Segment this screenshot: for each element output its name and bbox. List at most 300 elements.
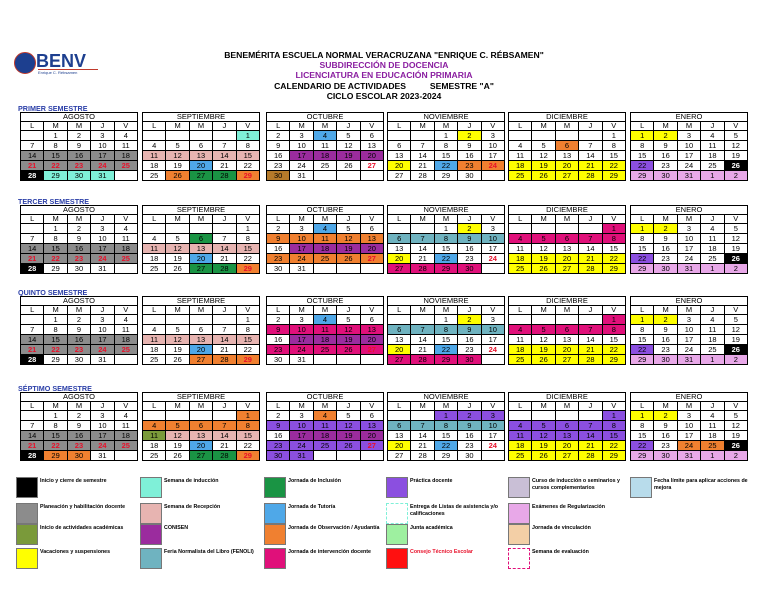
legend-swatch — [508, 477, 530, 498]
day-cell: 23 — [458, 441, 481, 451]
day-cell — [509, 224, 532, 234]
day-cell: 20 — [555, 441, 578, 451]
legend-swatch — [630, 477, 652, 498]
day-cell: 11 — [114, 234, 137, 244]
day-cell: 5 — [337, 315, 360, 325]
day-cell: 8 — [434, 141, 457, 151]
legend-label: Inicio de actividades académicas — [40, 525, 124, 531]
day-cell — [360, 451, 383, 461]
month-table — [20, 296, 138, 365]
day-cell: 19 — [724, 335, 747, 345]
weekday-label: J — [579, 122, 602, 131]
day-cell: 29 — [602, 355, 625, 365]
legend-swatch — [140, 477, 162, 498]
day-cell: 2 — [267, 315, 290, 325]
legend-item — [264, 548, 388, 570]
legend-item — [140, 548, 264, 570]
legend-label: Semana de inducción — [164, 478, 219, 484]
day-cell: 11 — [701, 234, 724, 244]
month-name: ENERO — [631, 297, 748, 306]
day-cell: 9 — [458, 234, 481, 244]
day-cell: 19 — [166, 161, 189, 171]
day-cell — [509, 315, 532, 325]
month-name: OCTUBRE — [267, 297, 384, 306]
weekday-label: M — [44, 306, 67, 315]
day-cell: 21 — [411, 161, 434, 171]
day-cell — [213, 315, 236, 325]
day-cell: 16 — [458, 335, 481, 345]
day-cell: 4 — [701, 131, 724, 141]
legend-label: Jornada de Inclusión — [288, 478, 341, 484]
day-cell: 1 — [236, 411, 259, 421]
day-cell: 24 — [290, 345, 313, 355]
day-cell: 24 — [481, 254, 504, 264]
legend-item — [264, 477, 388, 499]
day-cell: 23 — [654, 345, 677, 355]
month-table — [508, 112, 626, 181]
day-cell: 29 — [434, 264, 457, 274]
month-table — [630, 205, 748, 274]
day-cell: 13 — [388, 431, 411, 441]
day-cell: 19 — [532, 161, 555, 171]
day-cell: 24 — [677, 441, 700, 451]
day-cell: 10 — [677, 234, 700, 244]
day-cell: 26 — [337, 441, 360, 451]
day-cell: 9 — [267, 234, 290, 244]
day-cell — [411, 411, 434, 421]
weekday-label: J — [91, 215, 114, 224]
legend-item — [508, 548, 632, 570]
day-cell: 24 — [677, 254, 700, 264]
day-cell: 16 — [654, 431, 677, 441]
day-cell: 16 — [67, 335, 90, 345]
day-cell: 20 — [555, 254, 578, 264]
month-table — [630, 112, 748, 181]
month-table — [508, 392, 626, 461]
weekday-label: V — [114, 402, 137, 411]
day-cell: 17 — [91, 244, 114, 254]
month-name: DICIEMBRE — [509, 297, 626, 306]
day-cell: 13 — [555, 244, 578, 254]
day-cell: 27 — [360, 441, 383, 451]
day-cell: 21 — [213, 345, 236, 355]
weekday-label: J — [337, 402, 360, 411]
weekday-label: V — [724, 402, 747, 411]
day-cell — [21, 411, 44, 421]
day-cell — [579, 224, 602, 234]
day-cell: 12 — [532, 335, 555, 345]
day-cell — [189, 131, 212, 141]
day-cell — [360, 355, 383, 365]
day-cell: 1 — [631, 315, 654, 325]
day-cell: 15 — [434, 335, 457, 345]
day-cell: 22 — [236, 345, 259, 355]
day-cell: 18 — [509, 161, 532, 171]
day-cell: 23 — [267, 254, 290, 264]
day-cell: 13 — [388, 335, 411, 345]
day-cell: 16 — [458, 431, 481, 441]
legend-swatch — [508, 503, 530, 524]
weekday-label: M — [44, 215, 67, 224]
day-cell — [114, 264, 137, 274]
weekday-label: V — [360, 306, 383, 315]
day-cell: 3 — [481, 131, 504, 141]
day-cell: 1 — [236, 315, 259, 325]
day-cell: 25 — [143, 171, 166, 181]
day-cell — [313, 171, 336, 181]
day-cell: 14 — [579, 431, 602, 441]
day-cell — [579, 315, 602, 325]
day-cell: 8 — [631, 325, 654, 335]
day-cell: 7 — [411, 325, 434, 335]
day-cell: 9 — [458, 141, 481, 151]
day-cell: 13 — [189, 151, 212, 161]
day-cell: 30 — [267, 171, 290, 181]
day-cell: 6 — [555, 141, 578, 151]
day-cell: 28 — [579, 451, 602, 461]
day-cell: 29 — [602, 264, 625, 274]
weekday-label: L — [267, 306, 290, 315]
weekday-label: M — [189, 402, 212, 411]
weekday-label: J — [91, 122, 114, 131]
day-cell: 6 — [189, 421, 212, 431]
day-cell: 26 — [532, 451, 555, 461]
weekday-label: M — [555, 215, 578, 224]
weekday-label: V — [724, 122, 747, 131]
day-cell: 21 — [579, 345, 602, 355]
day-cell: 25 — [701, 161, 724, 171]
day-cell: 27 — [189, 264, 212, 274]
day-cell: 18 — [143, 441, 166, 451]
weekday-label: L — [509, 402, 532, 411]
day-cell: 26 — [166, 264, 189, 274]
day-cell: 20 — [189, 441, 212, 451]
day-cell: 19 — [166, 441, 189, 451]
day-cell — [313, 264, 336, 274]
day-cell: 28 — [411, 264, 434, 274]
day-cell: 11 — [313, 234, 336, 244]
day-cell: 12 — [166, 151, 189, 161]
day-cell: 30 — [458, 264, 481, 274]
day-cell: 11 — [509, 335, 532, 345]
day-cell: 7 — [21, 141, 44, 151]
day-cell: 20 — [189, 254, 212, 264]
month-name: NOVIEMBRE — [388, 297, 505, 306]
day-cell: 26 — [724, 254, 747, 264]
legend-item — [508, 503, 632, 525]
day-cell: 5 — [532, 421, 555, 431]
day-cell — [532, 131, 555, 141]
day-cell: 17 — [677, 431, 700, 441]
day-cell: 17 — [91, 151, 114, 161]
day-cell: 30 — [654, 355, 677, 365]
day-cell: 31 — [677, 171, 700, 181]
day-cell: 13 — [360, 141, 383, 151]
day-cell: 25 — [701, 441, 724, 451]
month-name: OCTUBRE — [267, 393, 384, 402]
legend-swatch — [386, 524, 408, 545]
legend-item — [386, 548, 510, 570]
day-cell: 1 — [701, 355, 724, 365]
day-cell — [555, 411, 578, 421]
weekday-label: M — [654, 122, 677, 131]
day-cell: 8 — [236, 141, 259, 151]
day-cell: 28 — [213, 171, 236, 181]
day-cell — [360, 264, 383, 274]
day-cell: 12 — [532, 244, 555, 254]
day-cell: 22 — [434, 345, 457, 355]
day-cell — [555, 224, 578, 234]
day-cell: 22 — [602, 254, 625, 264]
legend-item — [264, 503, 388, 525]
day-cell: 20 — [360, 244, 383, 254]
day-cell: 24 — [481, 161, 504, 171]
day-cell: 4 — [701, 411, 724, 421]
day-cell: 26 — [337, 161, 360, 171]
day-cell — [579, 411, 602, 421]
day-cell: 4 — [143, 234, 166, 244]
weekday-label: M — [677, 306, 700, 315]
day-cell: 10 — [91, 141, 114, 151]
day-cell: 26 — [166, 451, 189, 461]
weekday-label: M — [555, 122, 578, 131]
day-cell: 14 — [213, 244, 236, 254]
day-cell — [411, 315, 434, 325]
day-cell: 28 — [411, 171, 434, 181]
day-cell: 12 — [532, 431, 555, 441]
day-cell: 1 — [602, 315, 625, 325]
weekday-label: M — [67, 306, 90, 315]
weekday-label: J — [337, 122, 360, 131]
weekday-label: L — [21, 122, 44, 131]
day-cell: 22 — [434, 254, 457, 264]
weekday-label: L — [388, 402, 411, 411]
weekday-label: L — [388, 306, 411, 315]
day-cell: 23 — [654, 254, 677, 264]
day-cell: 27 — [360, 254, 383, 264]
day-cell: 17 — [677, 244, 700, 254]
day-cell: 8 — [44, 325, 67, 335]
day-cell — [166, 411, 189, 421]
day-cell — [360, 171, 383, 181]
weekday-label: L — [631, 402, 654, 411]
day-cell — [213, 411, 236, 421]
day-cell: 12 — [724, 421, 747, 431]
weekday-label: J — [458, 215, 481, 224]
day-cell: 4 — [114, 315, 137, 325]
day-cell: 27 — [388, 264, 411, 274]
document-header — [0, 0, 768, 110]
day-cell: 29 — [236, 451, 259, 461]
legend-label: Jornada de intervención docente — [288, 549, 372, 555]
day-cell: 16 — [654, 244, 677, 254]
day-cell: 13 — [360, 421, 383, 431]
weekday-label: L — [143, 122, 166, 131]
weekday-label: J — [579, 306, 602, 315]
day-cell: 23 — [267, 161, 290, 171]
day-cell: 22 — [236, 161, 259, 171]
day-cell: 5 — [166, 234, 189, 244]
month-name: ENERO — [631, 113, 748, 122]
day-cell: 22 — [44, 345, 67, 355]
day-cell: 31 — [91, 264, 114, 274]
day-cell: 10 — [290, 421, 313, 431]
day-cell: 27 — [189, 171, 212, 181]
day-cell: 24 — [91, 254, 114, 264]
day-cell: 10 — [91, 234, 114, 244]
day-cell — [21, 224, 44, 234]
weekday-label: M — [166, 306, 189, 315]
weekday-label: M — [67, 122, 90, 131]
day-cell: 22 — [602, 441, 625, 451]
day-cell: 7 — [213, 325, 236, 335]
weekday-label: L — [143, 215, 166, 224]
day-cell: 28 — [579, 355, 602, 365]
day-cell: 22 — [631, 441, 654, 451]
day-cell: 6 — [360, 411, 383, 421]
day-cell: 3 — [677, 411, 700, 421]
month-name: DICIEMBRE — [509, 393, 626, 402]
legend-item — [386, 477, 510, 499]
day-cell: 14 — [21, 244, 44, 254]
legend-item — [508, 477, 632, 499]
legend-label: Semana de Recepción — [164, 504, 221, 510]
day-cell: 30 — [267, 264, 290, 274]
day-cell: 16 — [458, 244, 481, 254]
day-cell: 21 — [21, 345, 44, 355]
day-cell — [481, 355, 504, 365]
weekday-label: M — [411, 402, 434, 411]
day-cell: 27 — [360, 345, 383, 355]
weekday-label: M — [677, 215, 700, 224]
day-cell: 28 — [579, 171, 602, 181]
subdirection: SUBDIRECCIÓN DE DOCENCIA — [319, 60, 449, 70]
weekday-label: J — [213, 402, 236, 411]
legend-swatch — [264, 503, 286, 524]
day-cell: 3 — [677, 131, 700, 141]
day-cell: 8 — [236, 421, 259, 431]
day-cell — [166, 131, 189, 141]
day-cell: 2 — [724, 451, 747, 461]
weekday-label: J — [458, 122, 481, 131]
day-cell: 25 — [114, 254, 137, 264]
day-cell: 4 — [114, 411, 137, 421]
weekday-label: L — [267, 215, 290, 224]
day-cell: 10 — [677, 421, 700, 431]
day-cell: 12 — [337, 421, 360, 431]
day-cell: 25 — [701, 345, 724, 355]
month-name: DICIEMBRE — [509, 206, 626, 215]
day-cell: 2 — [654, 411, 677, 421]
day-cell: 22 — [434, 441, 457, 451]
day-cell: 4 — [509, 421, 532, 431]
weekday-label: L — [631, 215, 654, 224]
day-cell: 2 — [458, 224, 481, 234]
legend-swatch — [16, 477, 38, 498]
day-cell: 3 — [91, 315, 114, 325]
day-cell: 1 — [44, 411, 67, 421]
day-cell: 10 — [481, 325, 504, 335]
day-cell: 3 — [677, 224, 700, 234]
day-cell: 1 — [701, 171, 724, 181]
day-cell: 20 — [360, 151, 383, 161]
day-cell: 18 — [114, 151, 137, 161]
day-cell: 2 — [267, 224, 290, 234]
weekday-label: J — [701, 402, 724, 411]
day-cell: 22 — [236, 254, 259, 264]
legend-label: Vacaciones y suspensiones — [40, 549, 111, 555]
day-cell: 1 — [602, 131, 625, 141]
day-cell: 23 — [67, 345, 90, 355]
weekday-label: L — [509, 215, 532, 224]
day-cell — [337, 171, 360, 181]
day-cell — [388, 131, 411, 141]
weekday-label: M — [290, 402, 313, 411]
month-table — [387, 205, 505, 274]
weekday-label: L — [631, 306, 654, 315]
day-cell: 13 — [388, 244, 411, 254]
weekday-label: V — [360, 122, 383, 131]
day-cell: 4 — [509, 325, 532, 335]
weekday-label: V — [602, 306, 625, 315]
weekday-label: M — [532, 215, 555, 224]
day-cell: 31 — [290, 451, 313, 461]
day-cell — [114, 451, 137, 461]
day-cell: 1 — [44, 224, 67, 234]
day-cell: 22 — [631, 345, 654, 355]
day-cell: 4 — [143, 141, 166, 151]
day-cell: 14 — [579, 151, 602, 161]
day-cell: 29 — [631, 264, 654, 274]
day-cell: 9 — [267, 141, 290, 151]
weekday-label: L — [143, 306, 166, 315]
day-cell: 18 — [701, 431, 724, 441]
day-cell: 17 — [290, 335, 313, 345]
day-cell: 28 — [213, 355, 236, 365]
day-cell: 5 — [532, 325, 555, 335]
day-cell: 6 — [555, 325, 578, 335]
day-cell: 24 — [677, 161, 700, 171]
weekday-label: J — [579, 215, 602, 224]
day-cell — [388, 315, 411, 325]
month-table — [630, 296, 748, 365]
day-cell: 12 — [166, 335, 189, 345]
day-cell: 13 — [189, 335, 212, 345]
day-cell: 18 — [114, 335, 137, 345]
day-cell: 7 — [579, 141, 602, 151]
day-cell — [143, 224, 166, 234]
day-cell: 8 — [44, 141, 67, 151]
day-cell: 18 — [313, 244, 336, 254]
month-name: SEPTIEMBRE — [143, 206, 260, 215]
day-cell: 6 — [388, 234, 411, 244]
day-cell: 19 — [337, 335, 360, 345]
day-cell: 26 — [166, 171, 189, 181]
day-cell: 3 — [290, 224, 313, 234]
day-cell: 13 — [388, 151, 411, 161]
weekday-label: L — [21, 402, 44, 411]
legend-label: Jornada de Tutoría — [288, 504, 336, 510]
day-cell: 11 — [313, 141, 336, 151]
day-cell — [313, 355, 336, 365]
day-cell: 3 — [91, 224, 114, 234]
day-cell: 2 — [267, 131, 290, 141]
legend-item — [140, 503, 264, 525]
day-cell: 2 — [654, 131, 677, 141]
day-cell: 13 — [360, 234, 383, 244]
month-table — [142, 205, 260, 274]
weekday-label: V — [236, 306, 259, 315]
